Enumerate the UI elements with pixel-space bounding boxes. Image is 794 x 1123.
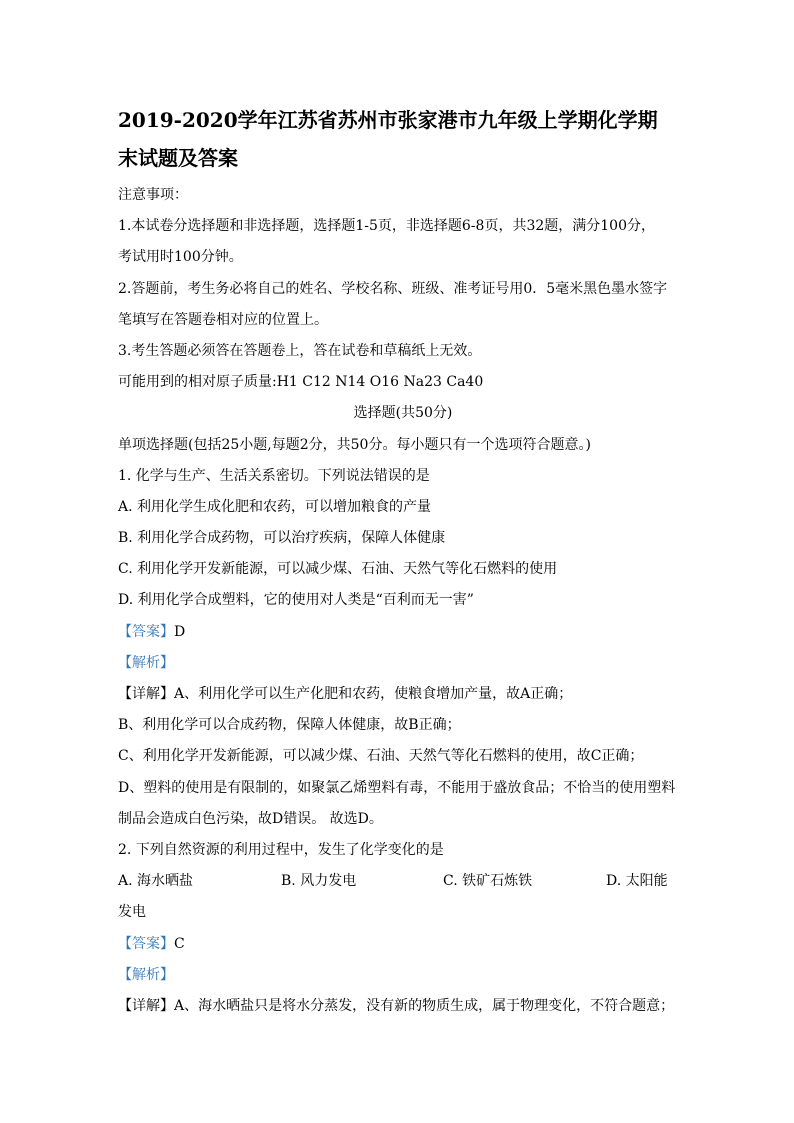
notice-line: 1.本试卷分选择题和非选择题，选择题1-5页，非选择题6-8页，共32题，满分100分，: [118, 218, 655, 235]
q2-analysis: [118, 960, 688, 991]
q2-option-c: C. 铁矿石炼铁: [443, 873, 533, 890]
notice-line: 考试用时100分钟。: [118, 249, 243, 266]
title-line: 末试题及答案: [118, 146, 238, 170]
q1-detail-line: C、利用化学开发新能源，可以减少煤、石油、天然气等化石燃料的使用，故C正确；: [118, 748, 644, 765]
q2-options: [118, 866, 688, 897]
q1-option-c: C. 利用化学开发新能源，可以减少煤、石油、天然气等化石燃料的使用: [118, 561, 558, 578]
q1-analysis: [118, 648, 688, 679]
title-line: 2019-2020学年江苏省苏州市张家港市九年级上学期化学期: [118, 108, 658, 132]
q2-stem: 2. 下列自然资源的利用过程中，发生了化学变化的是: [118, 841, 444, 858]
notice-line: 笔填写在答题卷相对应的位置上。: [118, 311, 328, 328]
q2-option-a: A. 海水晒盐: [118, 873, 194, 890]
q2-answer: [118, 929, 688, 960]
section-intro: 单项选择题(包括25小题,每题2分，共50分。每小题只有一个选项符合题意。): [118, 436, 591, 453]
q1-option-a: A. 利用化学生成化肥和农药，可以增加粮食的产量: [118, 498, 432, 515]
q2-option-d-wrap: 发电: [118, 904, 146, 921]
q2-detail: [118, 991, 688, 1022]
atomic-mass-line: 可能用到的相对原子质量:H1 C12 N14 O16 Na23 Ca40: [118, 374, 484, 391]
q2-option-d: D. 太阳能: [606, 873, 668, 890]
analysis-tag: 【解析】: [118, 654, 174, 671]
q1-option-d: D. 利用化学合成塑料，它的使用对人类是“百利而无一害”: [118, 592, 474, 609]
q1-option-b: B. 利用化学合成药物，可以治疗疾病，保障人体健康: [118, 530, 446, 547]
section-title: 选择题(共50分): [353, 405, 453, 422]
detail-tag: 【详解】: [118, 686, 174, 702]
q1-detail-line: D、塑料的使用是有限制的，如聚氯乙烯塑料有毒，不能用于盛放食品；不恰当的使用塑料: [118, 779, 676, 796]
q1-detail-line: B、利用化学可以合成药物，保障人体健康，故B正确；: [118, 717, 461, 734]
detail-text: A、利用化学可以生产化肥和农药，使粮食增加产量，故A正确；: [174, 686, 573, 702]
answer-tag: 【答案】: [118, 935, 174, 952]
detail-tag: 【详解】: [118, 997, 174, 1014]
q1-stem: 1. 化学与生产、生活关系密切。下列说法错误的是: [118, 467, 430, 484]
notice-line: 3.考生答题必须答在答题卷上，答在试卷和草稿纸上无效。: [118, 342, 482, 359]
answer-tag: 【答案】: [118, 623, 174, 640]
notice-heading: 注意事项：: [118, 187, 188, 203]
document-body: [118, 180, 688, 1022]
answer-value: D: [174, 623, 186, 640]
q1-detail-line: 制品会造成白色污染，故D错误。 故选D。: [118, 810, 383, 827]
answer-value: C: [174, 935, 185, 952]
q2-option-b: B. 风力发电: [281, 873, 357, 890]
analysis-tag: 【解析】: [118, 966, 174, 983]
notice-line: 2.答题前，考生务必将自己的姓名、学校名称、班级、准考证号用0．5毫米黑色墨水签字: [118, 280, 668, 297]
document-title: [118, 101, 688, 177]
detail-text: A、海水晒盐只是将水分蒸发，没有新的物质生成，属于物理变化，不符合题意；: [174, 997, 675, 1014]
q1-detail: [118, 679, 688, 710]
q1-answer: [118, 617, 688, 648]
